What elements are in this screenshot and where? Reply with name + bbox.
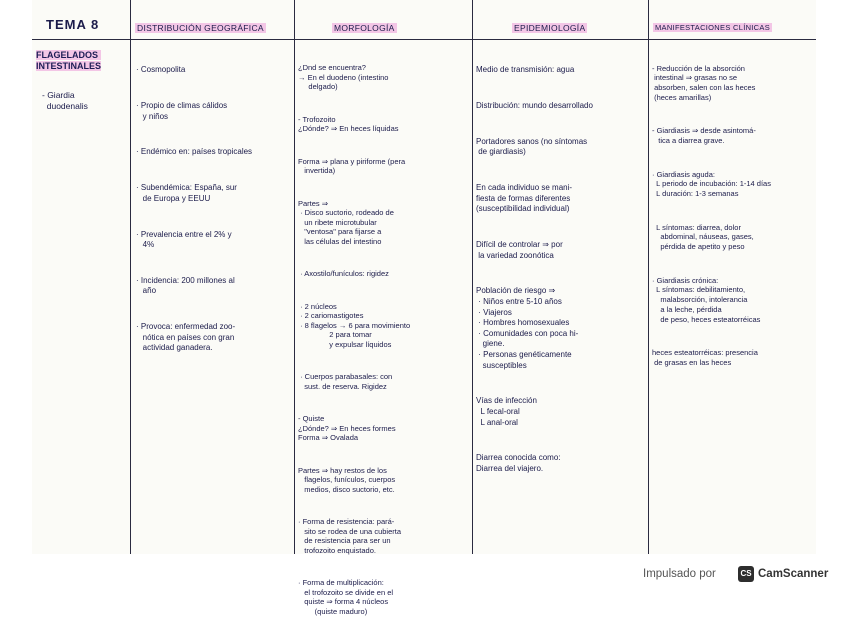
note-line: - Quiste ¿Dónde? ⇒ En heces formes Forma ⇒ Ovalada bbox=[298, 414, 396, 442]
note-line: · Provoca: enfermedad zoo- nótica en países con gran actividad ganadera. bbox=[136, 322, 236, 353]
note-line: · Endémico en: países tropicales bbox=[136, 147, 253, 157]
note-line: Vías de infección L fecal-oral L anal-oral bbox=[476, 396, 537, 427]
note-line: · Axostilo/funículos: rigidez bbox=[298, 269, 389, 278]
note-line: ¿Dnd se encuentra? → En el duodeno (intestino delgado) bbox=[298, 63, 389, 91]
note-line: Partes ⇒ · Disco suctorio, rodeado de un ribete microtubular "ventosa" para fijarse a las células del intestino bbox=[298, 198, 394, 246]
column-epidemiologia bbox=[476, 44, 646, 554]
note-line: · Giardiasis aguda: L periodo de incubación: 1-14 días L duración: 1-3 semanas bbox=[652, 169, 771, 199]
header-morfologia: MORFOLOGÍA bbox=[334, 23, 395, 33]
column-divider bbox=[294, 0, 295, 554]
note-line: · Subendémica: España, sur de Europa y EEUU bbox=[136, 183, 237, 203]
camscanner-logo-icon: CS bbox=[738, 566, 754, 582]
column-divider bbox=[130, 0, 131, 554]
header-epidemiologia: EPIDEMIOLOGÍA bbox=[514, 23, 586, 33]
note-line: En cada individuo se mani- fiesta de formas diferentes (susceptibilidad individual) bbox=[476, 183, 573, 214]
column-manifestaciones bbox=[652, 44, 814, 554]
camscanner-brand: CamScanner bbox=[758, 568, 829, 580]
column-distribucion bbox=[136, 44, 292, 554]
note-line: Forma ⇒ plana y piriforme (pera invertida) bbox=[298, 156, 406, 175]
header-distribucion: DISTRIBUCIÓN GEOGRÁFICA bbox=[137, 23, 264, 33]
section-label: FLAGELADOS INTESTINALES bbox=[36, 50, 102, 71]
header-manifestaciones: MANIFESTACIONES CLÍNICAS bbox=[655, 23, 770, 32]
note-line: · Giardiasis crónica: L síntomas: debilitamiento, malabsorción, intolerancia a la leche, pérdida de peso, heces esteatorréicas bbox=[652, 275, 761, 324]
organism-name: - Giardia duodenalis bbox=[42, 90, 88, 111]
note-line: Portadores sanos (no síntomas de giardiasis) bbox=[476, 136, 588, 157]
note-line: Población de riesgo ⇒ · Niños entre 5-10 años · Viajeros · Hombres homosexuales · Comunidades con poca hi- giene. · Personas genéticamente susceptibles bbox=[476, 286, 579, 370]
note-line: · Propio de climas cálidos y niños bbox=[136, 100, 228, 121]
note-line: Partes ⇒ hay restos de los flagelos, funículos, cuerpos medios, disco suctorio, etc. bbox=[298, 465, 396, 494]
column-divider bbox=[472, 0, 473, 554]
column-divider bbox=[648, 0, 649, 554]
note-line: · Prevalencia entre el 2% y 4% bbox=[136, 229, 232, 250]
note-line: · Cuerpos parabasales: con sust. de reserva. Rigidez bbox=[300, 372, 393, 391]
note-line: Difícil de controlar ⇒ por la variedad zoonótica bbox=[476, 240, 563, 260]
powered-by-text: Impulsado por bbox=[643, 568, 716, 580]
note-line: Medio de transmisión: agua bbox=[476, 65, 575, 75]
page-title: TEMA 8 bbox=[46, 17, 100, 32]
note-line: · Incidencia: 200 millones al año bbox=[136, 275, 235, 296]
note-line: heces esteatorréicas: presencia de grasas en las heces bbox=[652, 348, 758, 367]
note-line: - Reducción de la absorción intestinal ⇒ grasas no se absorben, salen con las heces (heces amarillas) bbox=[652, 63, 756, 102]
note-line: · Forma de resistencia: pará- sito se rodea de una cubierta de resistencia para ser un trofozoito enquistado. bbox=[298, 517, 401, 555]
note-line: Diarrea conocida como: Diarrea del viajero. bbox=[476, 453, 561, 473]
column-morfologia bbox=[298, 44, 470, 616]
note-line: L síntomas: diarrea, dolor abdominal, náuseas, gases, pérdida de apetito y peso bbox=[656, 222, 754, 252]
note-line: - Trofozoito ¿Dónde? ⇒ En heces líquidas bbox=[298, 114, 399, 133]
note-line: · 2 núcleos · 2 cariomastigotes · 8 flagelos → 6 para movimiento 2 para tomar y expulsar líquidos bbox=[300, 301, 411, 349]
note-line: Distribución: mundo desarrollado bbox=[476, 100, 593, 110]
note-line: · Cosmopolita bbox=[136, 65, 186, 75]
note-line: - Giardiasis ⇒ desde asintomá- tica a diarrea grave. bbox=[652, 126, 756, 146]
note-line: · Forma de multiplicación: el trofozoito se divide en el quiste ⇒ forma 4 núcleos (quiste maduro) bbox=[298, 578, 394, 616]
